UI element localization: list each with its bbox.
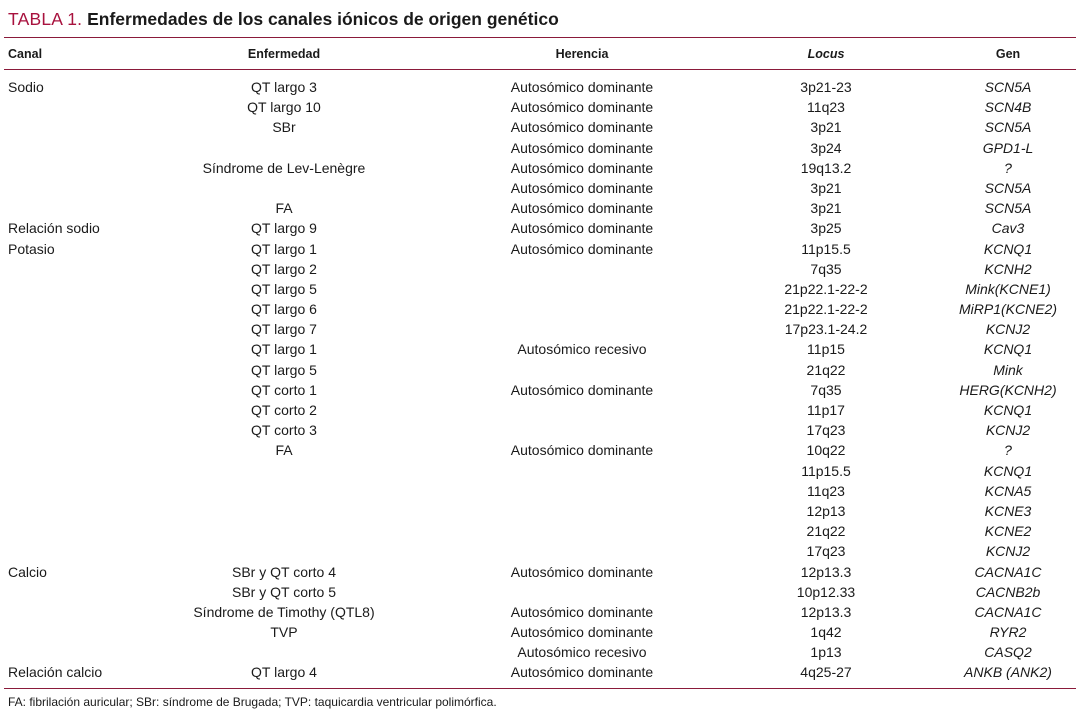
cell-gen: RYR2 (989, 624, 1027, 641)
cell-gen: Mink (993, 361, 1023, 378)
cell-canal: Relación sodio (8, 220, 100, 237)
cell-gen: KCNQ1 (983, 402, 1033, 418)
table-row (0, 97, 1080, 117)
table-row (0, 622, 1080, 642)
cell-gen: ? (1004, 159, 1012, 176)
cell-herencia: Autosómico dominante (510, 603, 654, 620)
cell-herencia: Autosómico dominante (510, 179, 654, 196)
bottom-rule (4, 688, 1076, 689)
table-title (8, 8, 559, 30)
cell-enfermedad: QT largo 1 (251, 341, 317, 358)
cell-locus: 3p25 (810, 220, 842, 237)
cell-gen: KCNJ2 (985, 422, 1031, 439)
table-row (0, 299, 1080, 319)
cell-locus: 7q35 (810, 381, 842, 398)
table-row (0, 178, 1080, 198)
cell-locus: 11p15 (807, 341, 845, 358)
table-row (0, 420, 1080, 440)
table-row (0, 360, 1080, 380)
cell-herencia: Autosómico recesivo (517, 644, 647, 661)
cell-enfermedad: QT largo 4 (251, 664, 317, 681)
cell-locus: 21p22.1-22-2 (784, 301, 868, 318)
cell-gen: KCNQ1 (983, 341, 1033, 358)
cell-enfermedad: SBr y QT corto 4 (232, 563, 336, 580)
cell-gen: KCNJ2 (985, 321, 1031, 338)
cell-gen: CACNB2b (975, 583, 1041, 600)
cell-gen: KCNE3 (984, 502, 1032, 519)
table-row (0, 319, 1080, 339)
cell-enfermedad: FA (275, 200, 293, 217)
cell-locus: 11p17 (807, 402, 845, 418)
cell-gen: KCNQ1 (983, 462, 1033, 479)
table-row (0, 77, 1080, 97)
cell-locus: 3p24 (810, 139, 842, 156)
cell-herencia: Autosómico dominante (510, 159, 654, 176)
cell-locus: 11p15.5 (801, 462, 851, 479)
cell-locus: 17q23 (806, 543, 846, 560)
table-row (0, 239, 1080, 259)
cell-gen: KCNJ2 (985, 543, 1031, 560)
cell-herencia: Autosómico recesivo (517, 341, 647, 358)
cell-canal: Relación calcio (8, 664, 103, 681)
cell-gen: KCNE2 (984, 523, 1032, 540)
cell-gen: Cav3 (991, 220, 1025, 237)
cell-enfermedad: QT largo 3 (251, 79, 317, 95)
cell-enfermedad: SBr (272, 119, 296, 136)
cell-gen: HERG(KCNH2) (959, 381, 1057, 398)
cell-locus: 21p22.1-22-2 (784, 280, 868, 297)
table-footnote: FA: fibrilación auricular; SBr: síndrome de Brugada; TVP: taquicardia ventricular polimórfica. (8, 695, 497, 709)
cell-gen: KCNA5 (984, 482, 1032, 499)
cell-locus: 12p13.3 (800, 563, 852, 580)
cell-gen: SCN4B (984, 99, 1032, 116)
cell-herencia: Autosómico dominante (510, 79, 654, 95)
cell-gen: CACNA1C (974, 563, 1042, 580)
cell-herencia: Autosómico dominante (510, 563, 654, 580)
table-row (0, 582, 1080, 602)
cell-canal: Potasio (8, 240, 55, 257)
cell-locus: 3p21 (810, 200, 842, 217)
cell-gen: Mink(KCNE1) (965, 280, 1051, 297)
cell-gen: KCNH2 (984, 260, 1032, 277)
cell-enfermedad: Síndrome de Timothy (QTL8) (193, 603, 375, 620)
table-row (0, 259, 1080, 279)
cell-locus: 11q23 (807, 482, 845, 499)
table-row (0, 602, 1080, 622)
cell-canal: Sodio (8, 79, 44, 95)
cell-gen: CACNA1C (974, 603, 1042, 620)
cell-enfermedad: SBr y QT corto 5 (232, 583, 336, 600)
table-row (0, 380, 1080, 400)
table-row (0, 562, 1080, 582)
cell-locus: 21q22 (806, 361, 846, 378)
cell-enfermedad: QT corto 1 (251, 381, 317, 398)
table-row (0, 158, 1080, 178)
cell-locus: 11q23 (807, 99, 845, 116)
cell-locus: 12p13 (806, 502, 846, 519)
table-row (0, 218, 1080, 238)
cell-gen: MiRP1(KCNE2) (958, 301, 1057, 318)
top-rule (4, 37, 1076, 38)
table-row (0, 440, 1080, 460)
table-row (0, 138, 1080, 158)
table-row (0, 481, 1080, 501)
cell-enfermedad: QT largo 5 (251, 361, 317, 378)
cell-herencia: Autosómico dominante (510, 220, 654, 237)
cell-gen: SCN5A (984, 179, 1032, 196)
cell-herencia: Autosómico dominante (510, 624, 654, 641)
cell-enfermedad: FA (275, 442, 293, 459)
table-title-text: Enfermedades de los canales iónicos de origen genético (87, 9, 559, 29)
cell-locus: 21q22 (806, 523, 846, 540)
cell-enfermedad: QT largo 1 (251, 240, 317, 257)
cell-locus: 3p21 (810, 179, 842, 196)
cell-enfermedad: QT corto 3 (251, 422, 317, 439)
table-row (0, 521, 1080, 541)
cell-herencia: Autosómico dominante (510, 240, 654, 257)
cell-canal: Calcio (8, 563, 47, 580)
cell-enfermedad: QT largo 9 (251, 220, 317, 237)
cell-locus: 17q23 (806, 422, 846, 439)
cell-gen: KCNQ1 (983, 240, 1033, 257)
cell-herencia: Autosómico dominante (510, 119, 654, 136)
cell-locus: 10p12.33 (796, 583, 856, 600)
table-row (0, 279, 1080, 299)
header-gen: Gen (995, 47, 1021, 61)
cell-herencia: Autosómico dominante (510, 664, 654, 681)
cell-locus: 3p21-23 (800, 79, 852, 95)
table-row (0, 117, 1080, 137)
cell-locus: 12p13.3 (800, 603, 852, 620)
cell-gen: SCN5A (984, 200, 1032, 217)
cell-locus: 1p13 (810, 644, 842, 661)
cell-enfermedad: QT largo 5 (251, 280, 317, 297)
cell-enfermedad: QT largo 2 (251, 260, 317, 277)
header-rule (4, 69, 1076, 70)
cell-gen: ? (1004, 442, 1012, 459)
cell-herencia: Autosómico dominante (510, 200, 654, 217)
cell-herencia: Autosómico dominante (510, 442, 654, 459)
cell-enfermedad: TVP (270, 624, 298, 641)
table-row (0, 541, 1080, 561)
cell-herencia: Autosómico dominante (510, 139, 654, 156)
cell-locus: 7q35 (810, 260, 842, 277)
header-herencia: Herencia (555, 47, 609, 61)
cell-herencia: Autosómico dominante (510, 99, 654, 116)
table-label: TABLA 1. (8, 9, 83, 29)
cell-locus: 1q42 (810, 624, 842, 641)
header-enfermedad: Enfermedad (247, 47, 321, 61)
cell-enfermedad: QT largo 10 (247, 99, 321, 116)
cell-gen: GPD1-L (982, 139, 1034, 156)
table-row (0, 501, 1080, 521)
cell-gen: SCN5A (984, 119, 1032, 136)
cell-herencia: Autosómico dominante (510, 381, 654, 398)
cell-gen: CASQ2 (984, 644, 1032, 661)
table-body (0, 77, 1080, 683)
cell-locus: 10q22 (806, 442, 846, 459)
cell-locus: 17p23.1-24.2 (784, 321, 868, 338)
header-canal: Canal (8, 47, 43, 61)
table-row (0, 662, 1080, 682)
cell-gen: SCN5A (984, 79, 1032, 95)
cell-locus: 4q25-27 (800, 664, 852, 681)
cell-locus: 19q13.2 (800, 159, 852, 176)
table-row (0, 400, 1080, 420)
cell-enfermedad: QT corto 2 (251, 402, 317, 418)
cell-locus: 11p15.5 (801, 240, 851, 257)
cell-locus: 3p21 (810, 119, 842, 136)
cell-enfermedad: QT largo 7 (251, 321, 317, 338)
table-row (0, 642, 1080, 662)
header-locus: Locus (807, 47, 845, 61)
cell-gen: ANKB (ANK2) (964, 664, 1052, 681)
cell-enfermedad: QT largo 6 (251, 301, 317, 318)
cell-enfermedad: Síndrome de Lev-Lenègre (202, 159, 366, 176)
table-row (0, 461, 1080, 481)
table-row (0, 339, 1080, 359)
table-row (0, 198, 1080, 218)
